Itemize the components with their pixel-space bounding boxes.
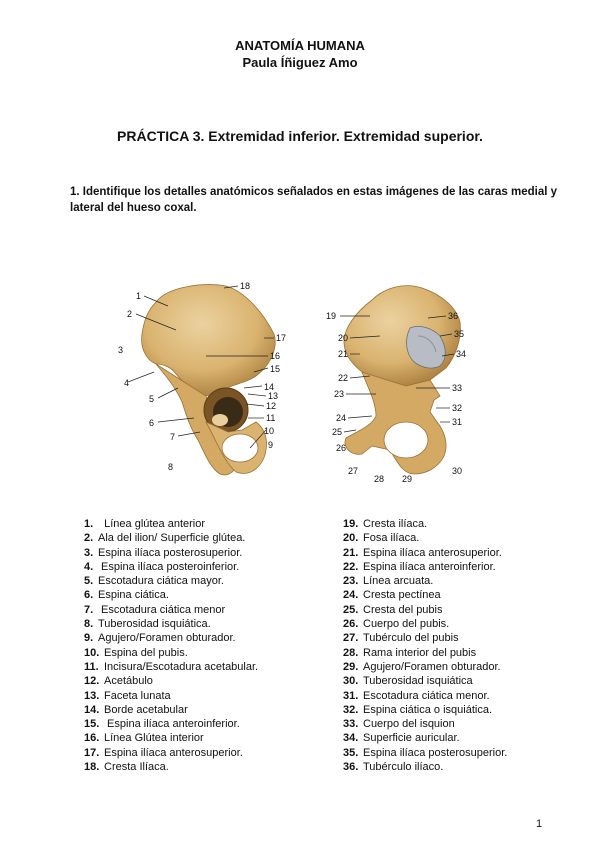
fig-left-label-4: 4 [124,378,130,388]
answer-number: 3. [84,546,94,559]
answer-number: 11. [84,660,99,673]
fig-right-label-30: 30 [452,466,463,476]
answer-item [343,603,507,617]
course-title: ANATOMÍA HUMANA [235,38,365,53]
answer-number: 30. [343,675,359,688]
answer-number: 9. [84,632,94,645]
answer-number: 7. [84,603,94,616]
answer-text: Superficie auricular. [363,732,460,745]
answer-item [343,517,507,531]
answer-text: Espina ilíaca posteroinferior. [98,560,240,573]
answer-item [84,560,258,574]
answer-item [84,517,258,531]
answer-number: 29. [343,660,359,673]
answer-text: Cresta del pubis [363,603,443,616]
fig-left-label-14: 14 [264,382,275,392]
fig-right-label-25: 25 [332,427,343,437]
fig-left-label-9: 9 [268,440,274,450]
answer-text: Espina ilíaca posterosuperior. [363,746,508,759]
answer-text: Tubérculo del pubis [363,632,459,645]
answer-text: Agujero/Foramen obturador. [98,632,236,645]
answer-item [84,731,258,745]
answer-item [343,760,507,774]
answer-number: 31. [343,689,359,702]
answer-number: 23. [343,575,359,588]
answer-number: 1. [84,518,94,530]
fig-right-label-23: 23 [334,389,345,399]
answer-item [84,760,258,774]
answer-text: Espina del pubis. [104,646,188,659]
answer-item [343,731,507,745]
answer-number: 16. [84,732,100,745]
answer-text: Escotadura ciática menor. [363,689,490,702]
fig-left-label-3: 3 [118,345,124,355]
answer-item [343,689,507,703]
answer-number: 12. [84,675,100,688]
fig-right-label-19: 19 [326,311,337,321]
answer-item [343,560,507,574]
fig-left-label-1: 1 [136,291,142,301]
answer-item [84,717,258,731]
fig-right-label-36: 36 [448,311,459,321]
answer-item [343,646,507,660]
fig-right-label-35: 35 [454,329,465,339]
answer-text: Tuberosidad isquiática. [98,618,211,631]
answer-text: Espina ilíaca anteroinferior. [104,718,240,731]
answer-text: Faceta lunata [104,689,171,702]
answer-text: Tubérculo ilíaco. [363,761,444,774]
answer-text: Borde acetabular [104,703,188,716]
answer-item [343,617,507,631]
hip-bone-lateral-figure [106,272,298,484]
answer-text: Fosa ilíaca. [363,532,420,545]
fig-right-label-22: 22 [338,373,349,383]
answer-text: Espina ilíaca anterosuperior. [363,546,502,559]
answer-number: 5. [84,575,94,588]
answer-text: Cresta ilíaca. [363,518,428,530]
answer-list-right [343,517,507,774]
answer-number: 28. [343,646,359,659]
answer-text: Acetábulo [104,675,153,688]
practice-title: PRÁCTICA 3. Extremidad inferior. Extremidad superior. [117,128,483,144]
fig-right-label-31: 31 [452,417,463,427]
answer-number: 33. [343,718,359,731]
fig-left-label-2: 2 [127,309,133,319]
answer-text: Espina ciática. [98,589,169,602]
answer-list-left [84,517,258,774]
answer-number: 4. [84,560,94,573]
answer-number: 2. [84,532,94,545]
fig-right-label-29: 29 [402,474,413,484]
answer-text: Línea arcuata. [363,575,434,588]
answer-number: 18. [84,761,100,774]
answer-item [343,746,507,760]
answer-item [343,717,507,731]
answer-text: Rama interior del pubis [363,646,477,659]
answer-number: 24. [343,589,359,602]
answer-text: Espina ilíaca anterosuperior. [104,746,243,759]
answer-text: Cuerpo del isquion [363,718,455,731]
fig-left-label-17: 17 [276,333,287,343]
fig-right-label-28: 28 [374,474,385,484]
question-text: 1. Identifique los detalles anatómicos señalados en estas imágenes de las caras medial y lateral del hueso coxal. [70,186,558,214]
answer-number: 10. [84,646,100,659]
fig-left-label-6: 6 [149,418,155,428]
fig-left-label-5: 5 [149,394,155,404]
answer-text: Cuerpo del pubis. [363,618,450,631]
fig-right-label-34: 34 [456,349,467,359]
answer-item [343,674,507,688]
answer-number: 15. [84,718,100,731]
fig-right-label-27: 27 [348,466,359,476]
answer-item [84,531,258,545]
answer-number: 36. [343,761,359,774]
answer-item [84,689,258,703]
answer-item [343,588,507,602]
answer-text: Cresta Ilíaca. [104,761,169,774]
hip-bone-medial-figure [306,276,496,488]
answer-number: 22. [343,560,359,573]
answer-item [84,617,258,631]
answer-text: Línea Glútea interior [104,732,204,745]
answer-item [343,631,507,645]
fig-right-label-33: 33 [452,383,463,393]
answer-item [84,703,258,717]
answer-number: 34. [343,732,359,745]
answer-item [343,703,507,717]
fig-left-label-10: 10 [264,426,275,436]
answer-item [84,674,258,688]
answer-item [84,631,258,645]
answer-text: Incisura/Escotadura acetabular. [104,660,259,673]
answer-number: 13. [84,689,100,702]
answer-number: 14. [84,703,100,716]
answer-text: Escotadura ciática menor [98,603,226,616]
answer-number: 26. [343,618,359,631]
answer-text: Línea glútea anterior [98,518,206,530]
fig-left-label-11: 11 [266,413,276,423]
answer-number: 25. [343,603,359,616]
fig-left-label-18: 18 [240,281,251,291]
answer-item [84,746,258,760]
fig-right-label-24: 24 [336,413,347,423]
answer-item [343,660,507,674]
answer-number: 35. [343,746,359,759]
fig-left-label-16: 16 [270,351,281,361]
answer-number: 8. [84,618,94,631]
answer-text: Escotadura ciática mayor. [98,575,224,588]
answer-item [84,574,258,588]
answer-item [84,588,258,602]
answer-text: Espina ciática o isquiática. [363,703,493,716]
answer-item [84,603,258,617]
answer-number: 19. [343,518,359,530]
answer-number: 32. [343,703,359,716]
answer-number: 27. [343,632,359,645]
answer-item [84,546,258,560]
fig-left-label-13: 13 [268,391,279,401]
answer-number: 17. [84,746,100,759]
answer-item [84,660,258,674]
answer-text: Espina ilíaca anteroinferior. [363,560,496,573]
author-name: Paula Íñiguez Amo [242,55,358,70]
fig-right-label-20: 20 [338,333,349,343]
answer-number: 20. [343,532,359,545]
fig-left-label-15: 15 [270,364,281,374]
page-number: 1 [536,818,543,830]
answer-item [343,546,507,560]
answer-text: Tuberosidad isquiática [363,675,473,688]
answer-number: 6. [84,589,94,602]
answer-text: Cresta pectínea [363,589,441,602]
fig-right-label-26: 26 [336,443,347,453]
answer-text: Ala del ilion/ Superficie glútea. [98,532,246,545]
fig-left-label-12: 12 [266,401,277,411]
fig-right-label-32: 32 [452,403,463,413]
answer-item [343,531,507,545]
answer-item [84,646,258,660]
fig-left-label-7: 7 [170,432,176,442]
answer-item [343,574,507,588]
fig-left-label-8: 8 [168,462,174,472]
answer-number: 21. [343,546,359,559]
answer-text: Espina ilíaca posterosuperior. [98,546,243,559]
fig-right-label-21: 21 [338,349,349,359]
answer-text: Agujero/Foramen obturador. [363,660,501,673]
